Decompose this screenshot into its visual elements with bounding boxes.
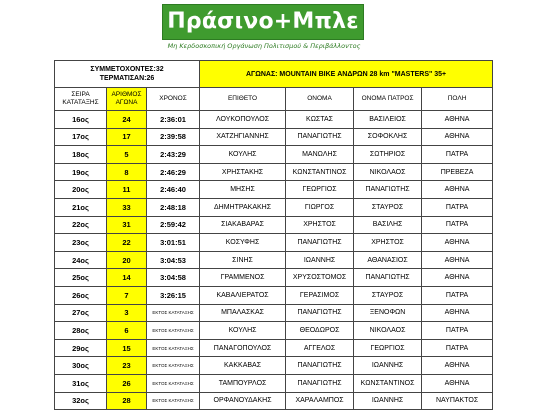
rank-cell: 25ος [55, 269, 107, 287]
result-row [55, 322, 493, 340]
father-name-cell: ΞΕΝΟΦΩΝ [354, 304, 422, 322]
surname-cell: ΛΟΥΚΟΠΟΥΛΟΣ [200, 111, 286, 129]
time-cell: 2:43:29 [147, 146, 200, 164]
father-name-column-header: ΟΝΟΜΑ ΠΑΤΡΟΣ [354, 88, 422, 111]
city-cell: ΝΑΥΠΑΚΤΟΣ [422, 392, 493, 410]
bib-cell: 23 [107, 357, 147, 375]
bib-cell: 24 [107, 111, 147, 129]
result-row [55, 198, 493, 216]
column-header-row [55, 88, 493, 111]
surname-cell: ΣΙΑΚΑΒΑΡΑΣ [200, 216, 286, 234]
surname-cell: ΚΑΒΑΛΙΕΡΑΤΟΣ [200, 286, 286, 304]
bib-cell: 15 [107, 339, 147, 357]
father-name-cell: ΠΑΝΑΓΙΩΤΗΣ [354, 181, 422, 199]
father-name-cell: ΒΑΣΙΛΕΙΟΣ [354, 111, 422, 129]
name-cell: ΘΕΟΔΩΡΟΣ [286, 322, 354, 340]
father-name-cell: ΑΘΑΝΑΣΙΟΣ [354, 251, 422, 269]
result-row [55, 269, 493, 287]
result-row [55, 163, 493, 181]
father-name-cell: ΙΩΑΝΝΗΣ [354, 392, 422, 410]
name-cell: ΜΑΝΩΛΗΣ [286, 146, 354, 164]
rank-cell: 28ος [55, 322, 107, 340]
time-cell: ΕΚΤΟΣ ΚΑΤΑΤΑΞΗΣ [147, 374, 200, 392]
father-name-cell: ΣΤΑΥΡΟΣ [354, 286, 422, 304]
father-name-cell: ΚΩΝΣΤΑΝΤΙΝΟΣ [354, 374, 422, 392]
rank-cell: 26ος [55, 286, 107, 304]
city-cell: ΠΡΕΒΕΖΑ [422, 163, 493, 181]
logo-wordmark: Πράσινο+Μπλε [167, 9, 359, 34]
time-cell: 3:04:58 [147, 269, 200, 287]
race-title: ΑΓΩΝΑΣ: MOUNTAIN BIKE ΑΝΔΡΩΝ 28 km "MASTERS" 35+ [200, 61, 493, 88]
result-row [55, 234, 493, 252]
rank-cell: 17ος [55, 128, 107, 146]
father-name-cell: ΝΙΚΟΛΑΟΣ [354, 322, 422, 340]
surname-cell: ΠΑΝΑΓΟΠΟΥΛΟΣ [200, 339, 286, 357]
surname-cell: ΧΡΗΣΤΑΚΗΣ [200, 163, 286, 181]
surname-cell: ΚΟΥΛΗΣ [200, 322, 286, 340]
city-cell: ΑΘΗΝΑ [422, 111, 493, 129]
city-cell: ΑΘΗΝΑ [422, 251, 493, 269]
name-cell: ΠΑΝΑΓΙΩΤΗΣ [286, 234, 354, 252]
city-cell: ΠΑΤΡΑ [422, 216, 493, 234]
result-row [55, 146, 493, 164]
city-cell: ΑΘΗΝΑ [422, 269, 493, 287]
bib-cell: 7 [107, 286, 147, 304]
time-column-header: ΧΡΟΝΟΣ [147, 88, 200, 111]
city-column-header: ΠΟΛΗ [422, 88, 493, 111]
rank-cell: 22ος [55, 216, 107, 234]
name-cell: ΠΑΝΑΓΙΩΤΗΣ [286, 128, 354, 146]
results-body [55, 111, 493, 410]
name-cell: ΚΩΣΤΑΣ [286, 111, 354, 129]
bib-cell: 11 [107, 181, 147, 199]
surname-cell: ΤΑΜΠΟΥΡΛΟΣ [200, 374, 286, 392]
city-cell: ΑΘΗΝΑ [422, 357, 493, 375]
surname-cell: ΚΑΚΚΑΒΑΣ [200, 357, 286, 375]
result-row [55, 392, 493, 410]
city-cell: ΑΘΗΝΑ [422, 304, 493, 322]
city-cell: ΑΘΗΝΑ [422, 234, 493, 252]
bib-cell: 28 [107, 392, 147, 410]
surname-cell: ΜΗΣΗΣ [200, 181, 286, 199]
bib-column-header: ΑΡΙΘΜΟΣ ΑΓΩΝΑ [107, 88, 147, 111]
time-cell: 3:01:51 [147, 234, 200, 252]
bib-cell: 14 [107, 269, 147, 287]
bib-cell: 8 [107, 163, 147, 181]
name-cell: ΚΩΝΣΤΑΝΤΙΝΟΣ [286, 163, 354, 181]
result-row [55, 339, 493, 357]
surname-cell: ΧΑΤΖΗΓΙΑΝΝΗΣ [200, 128, 286, 146]
name-cell: ΓΕΩΡΓΙΟΣ [286, 181, 354, 199]
rank-cell: 29ος [55, 339, 107, 357]
father-name-cell: ΓΕΩΡΓΙΟΣ [354, 339, 422, 357]
rank-cell: 32ος [55, 392, 107, 410]
name-column-header: ΟΝΟΜΑ [286, 88, 354, 111]
father-name-cell: ΒΑΣΙΛΗΣ [354, 216, 422, 234]
result-row [55, 251, 493, 269]
rank-cell: 23ος [55, 234, 107, 252]
rank-cell: 27ος [55, 304, 107, 322]
city-cell: ΑΘΗΝΑ [422, 128, 493, 146]
result-row [55, 128, 493, 146]
father-name-cell: ΧΡΗΣΤΟΣ [354, 234, 422, 252]
bib-cell: 3 [107, 304, 147, 322]
name-cell: ΓΕΡΑΣΙΜΟΣ [286, 286, 354, 304]
city-cell: ΠΑΤΡΑ [422, 146, 493, 164]
surname-cell: ΚΟΥΛΗΣ [200, 146, 286, 164]
time-cell: 2:59:42 [147, 216, 200, 234]
surname-column-header: ΕΠΙΘΕΤΟ [200, 88, 286, 111]
city-cell: ΠΑΤΡΑ [422, 339, 493, 357]
participants-count: ΣΥΜΜΕΤΟΧΟΝΤΕΣ:32 [90, 66, 164, 73]
city-cell: ΠΑΤΡΑ [422, 198, 493, 216]
result-row [55, 181, 493, 199]
city-cell: ΠΑΤΡΑ [422, 322, 493, 340]
father-name-cell: ΝΙΚΟΛΑΟΣ [354, 163, 422, 181]
bib-cell: 5 [107, 146, 147, 164]
name-cell: ΙΩΑΝΝΗΣ [286, 251, 354, 269]
surname-cell: ΓΡΑΜΜΕΝΟΣ [200, 269, 286, 287]
father-name-cell: ΣΩΤΗΡΙΟΣ [354, 146, 422, 164]
rank-cell: 31ος [55, 374, 107, 392]
time-cell: 3:04:53 [147, 251, 200, 269]
city-cell: ΑΘΗΝΑ [422, 374, 493, 392]
bib-cell: 20 [107, 251, 147, 269]
father-name-cell: ΠΑΝΑΓΙΩΤΗΣ [354, 269, 422, 287]
result-row [55, 304, 493, 322]
participation-summary [55, 61, 200, 88]
rank-column-header: ΣΕΙΡΑ ΚΑΤΑΤΑΞΗΣ [55, 88, 107, 111]
result-row [55, 286, 493, 304]
time-cell: 2:46:29 [147, 163, 200, 181]
logo-tagline: Μη Κερδοσκοπική Οργάνωση Πολιτισμού & Περιβάλλοντος [167, 42, 361, 50]
bib-cell: 33 [107, 198, 147, 216]
rank-cell: 20ος [55, 181, 107, 199]
surname-cell: ΣΙΝΗΣ [200, 251, 286, 269]
surname-cell: ΜΠΑΛΑΣΚΑΣ [200, 304, 286, 322]
father-name-cell: ΣΟΦΟΚΛΗΣ [354, 128, 422, 146]
race-info-row [55, 61, 493, 88]
bib-cell: 26 [107, 374, 147, 392]
bib-cell: 6 [107, 322, 147, 340]
time-cell: ΕΚΤΟΣ ΚΑΤΑΤΑΞΗΣ [147, 339, 200, 357]
rank-cell: 24ος [55, 251, 107, 269]
name-cell: ΧΡΥΣΟΣΤΟΜΟΣ [286, 269, 354, 287]
name-cell: ΓΙΩΡΓΟΣ [286, 198, 354, 216]
name-cell: ΠΑΝΑΓΙΩΤΗΣ [286, 357, 354, 375]
rank-cell: 16ος [55, 111, 107, 129]
organization-logo [162, 4, 364, 40]
surname-cell: ΚΟΣΥΦΗΣ [200, 234, 286, 252]
finishers-count: ΤΕΡΜΑΤΙΣΑΝ:26 [99, 75, 155, 82]
time-cell: ΕΚΤΟΣ ΚΑΤΑΤΑΞΗΣ [147, 357, 200, 375]
rank-cell: 18ος [55, 146, 107, 164]
city-cell: ΑΘΗΝΑ [422, 181, 493, 199]
time-cell: ΕΚΤΟΣ ΚΑΤΑΤΑΞΗΣ [147, 322, 200, 340]
father-name-cell: ΙΩΑΝΝΗΣ [354, 357, 422, 375]
bib-cell: 17 [107, 128, 147, 146]
result-row [55, 374, 493, 392]
time-cell: 2:48:18 [147, 198, 200, 216]
bib-cell: 22 [107, 234, 147, 252]
surname-cell: ΟΡΦΑΝΟΥΔΑΚΗΣ [200, 392, 286, 410]
father-name-cell: ΣΤΑΥΡΟΣ [354, 198, 422, 216]
time-cell: 2:46:40 [147, 181, 200, 199]
time-cell: 3:26:15 [147, 286, 200, 304]
result-row [55, 216, 493, 234]
rank-cell: 30ος [55, 357, 107, 375]
time-cell: ΕΚΤΟΣ ΚΑΤΑΤΑΞΗΣ [147, 304, 200, 322]
bib-cell: 31 [107, 216, 147, 234]
name-cell: ΧΡΗΣΤΟΣ [286, 216, 354, 234]
time-cell: ΕΚΤΟΣ ΚΑΤΑΤΑΞΗΣ [147, 392, 200, 410]
results-table [54, 60, 493, 410]
rank-cell: 19ος [55, 163, 107, 181]
name-cell: ΑΓΓΕΛΟΣ [286, 339, 354, 357]
time-cell: 2:39:58 [147, 128, 200, 146]
rank-cell: 21ος [55, 198, 107, 216]
time-cell: 2:36:01 [147, 111, 200, 129]
city-cell: ΠΑΤΡΑ [422, 286, 493, 304]
result-row [55, 111, 493, 129]
name-cell: ΠΑΝΑΓΙΩΤΗΣ [286, 304, 354, 322]
name-cell: ΠΑΝΑΓΙΩΤΗΣ [286, 374, 354, 392]
surname-cell: ΔΗΜΗΤΡΑΚΑΚΗΣ [200, 198, 286, 216]
result-row [55, 357, 493, 375]
name-cell: ΧΑΡΑΛΑΜΠΟΣ [286, 392, 354, 410]
